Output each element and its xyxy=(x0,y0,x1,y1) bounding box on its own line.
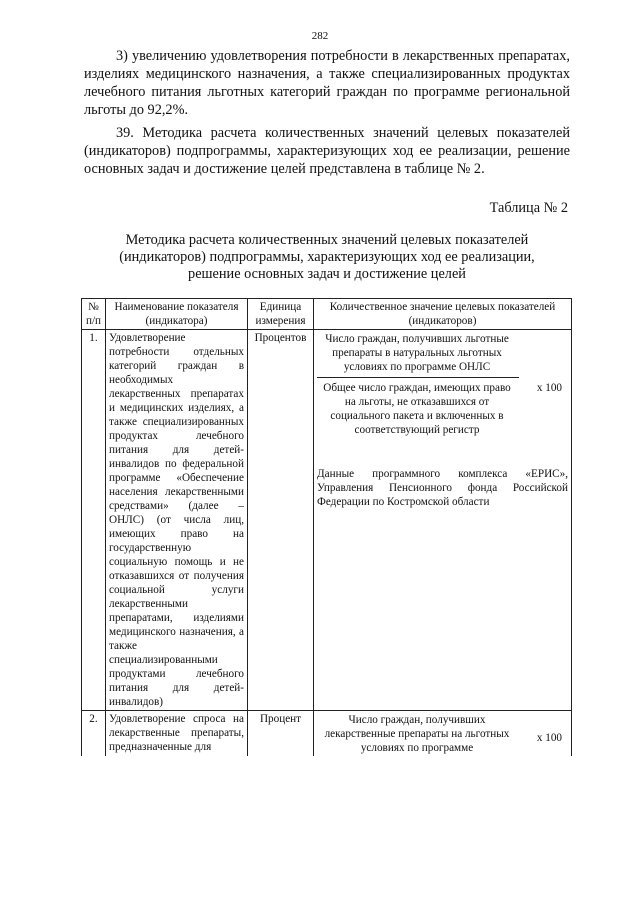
table-row xyxy=(82,330,572,711)
unit-of-measure: Процентов xyxy=(248,330,314,711)
fraction-line xyxy=(317,377,519,378)
calculation-formula xyxy=(314,330,572,711)
row-number: 2. xyxy=(82,711,106,757)
header-num: № п/п xyxy=(82,299,106,330)
table-row xyxy=(82,711,572,757)
table-label: Таблица № 2 xyxy=(489,200,568,216)
row-number: 1. xyxy=(82,330,106,711)
data-source: Данные программного комплекса «ЕРИС», Управления Пенсионного фонда Российской Федерации по Костромской области xyxy=(317,468,568,508)
formula-numerator: Число граждан, получивших лекарственные препараты на льготных условиях по программе xyxy=(324,714,510,754)
table-header-row xyxy=(82,299,572,330)
header-value: Количественное значение целевых показателей (индикаторов) xyxy=(314,299,572,330)
paragraph-item-3: 3) увеличению удовлетворения потребности в лекарственных препаратах, изделиях медицинского назначения, а также специализированных продуктах лечебного питания льготных категорий граждан по программе региональной льготы до 92,2%. xyxy=(84,48,570,118)
calculation-formula xyxy=(314,711,572,757)
header-unit: Единица измерения xyxy=(248,299,314,330)
paragraph-39: 39. Методика расчета количественных значений целевых показателей (индикаторов) подпрограммы, характеризующих ход ее реализации, решение основных задач и достижение целей представлена в таблице № 2. xyxy=(84,125,570,177)
formula-numerator: Число граждан, получивших льготные препараты в натуральных льготных условиях по программе ОНЛС xyxy=(325,333,509,373)
page-number: 282 xyxy=(311,30,329,42)
indicator-name: Удовлетворение потребности отдельных категорий граждан в необходимых лекарственных препаратах и медицинских изделиях, а также специализированных продуктах лечебного питания для детей-инвалидов по федеральной программе «Обеспечение населения лекарственными средствами» (далее – ОНЛС) (от числа лиц, имеющих право на государственную социальную помощь и не отказавшихся от получения социальной услуги лекарственными препаратами, изделиями медицинского назначения, а также специализированными продуктами лечебного питания для детей-инвалидов) xyxy=(106,330,248,711)
indicator-name: Удовлетворение спроса на лекарственные препараты, предназначенные для xyxy=(106,711,248,757)
indicators-table xyxy=(81,298,572,756)
unit-of-measure: Процент xyxy=(248,711,314,757)
formula-denominator: Общее число граждан, имеющих право на льготы, не отказавшихся от социального пакета и включенных в соответствующий регистр xyxy=(323,382,511,436)
formula-multiplier: x 100 xyxy=(536,732,562,744)
table-title: Методика расчета количественных значений целевых показателей (индикаторов) подпрограммы, характеризующих ход ее реализации, решение основных задач и достижение целей xyxy=(119,232,535,282)
header-name: Наименование показателя (индикатора) xyxy=(106,299,248,330)
formula-multiplier: x 100 xyxy=(536,382,562,394)
